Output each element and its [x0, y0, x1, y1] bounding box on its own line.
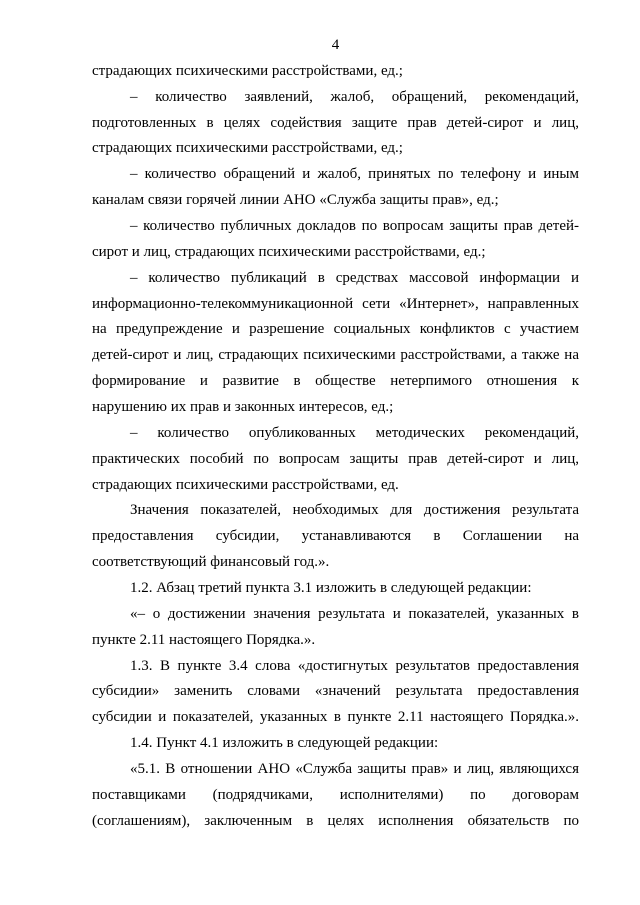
paragraph-indicator-values	[92, 498, 579, 576]
text-line: 1.4. Пункт 4.1 изложить в следующей редакции:	[130, 735, 439, 752]
indicator-list-item	[92, 214, 579, 266]
text-line: детей-сирот и лиц, страдающих психическими расстройствами, а также на	[92, 347, 579, 364]
text-line: каналам связи горячей линии АНО «Служба защиты прав», ед.;	[92, 192, 499, 209]
text-line: – количество опубликованных методических рекомендаций,	[130, 424, 579, 441]
text-line: субсидии» заменить словами «значений результата предоставления	[92, 683, 579, 700]
text-line: (соглашениям), заключенным в целях исполнения обязательств по	[92, 812, 579, 829]
text-line: предоставления субсидии, устанавливаются в Соглашении на	[92, 528, 579, 545]
amendment-1-2	[92, 576, 579, 602]
text-line: сирот и лиц, страдающих психическими расстройствами, ед.;	[92, 243, 486, 260]
amendment-1-3	[92, 654, 579, 732]
text-line: 1.3. В пункте 3.4 слова «достигнутых результатов предоставления	[130, 657, 579, 674]
text-line: формирование и развитие в обществе нетерпимого отношения к	[92, 373, 579, 390]
amendment-1-4	[92, 731, 579, 757]
text-line: поставщиками (подрядчиками, исполнителями) по договорам	[92, 786, 579, 803]
page-number: 4	[331, 37, 340, 53]
indicator-list-item	[92, 162, 579, 214]
indicator-list-item	[92, 85, 579, 163]
amendment-1-2-text	[92, 602, 579, 654]
text-line: 1.2. Абзац третий пункта 3.1 изложить в следующей редакции:	[130, 580, 532, 597]
text-line: – количество заявлений, жалоб, обращений, рекомендаций,	[130, 88, 579, 105]
text-line: подготовленных в целях содействия защите прав детей-сирот и лиц,	[92, 114, 579, 131]
text-line: страдающих психическими расстройствами, ед.;	[92, 140, 403, 157]
text-line: пункте 2.11 настоящего Порядка.».	[92, 631, 316, 648]
text-line: страдающих психическими расстройствами, ед.	[92, 476, 399, 493]
text-line: Значения показателей, необходимых для достижения результата	[130, 502, 579, 519]
text-line: страдающих психическими расстройствами, ед.;	[92, 62, 403, 79]
text-line: на предупреждение и разрешение социальных конфликтов с участием	[92, 321, 579, 338]
indicator-list-item	[92, 266, 579, 421]
paragraph-continuation	[92, 59, 579, 85]
indicator-list-item	[92, 421, 579, 499]
document-page	[92, 33, 579, 835]
text-line: – количество публикаций в средствах массовой информации и	[130, 269, 579, 286]
text-line: «– о достижении значения результата и показателей, указанных в	[130, 605, 579, 622]
text-line: «5.1. В отношении АНО «Служба защиты прав» и лиц, являющихся	[130, 761, 579, 778]
text-line: информационно-телекоммуникационной сети «Интернет», направленных	[92, 295, 579, 312]
amendment-1-4-text	[92, 757, 579, 835]
text-line: – количество публичных докладов по вопросам защиты прав детей-	[130, 218, 579, 235]
text-line: соответствующий финансовый год.».	[92, 554, 330, 571]
text-line: нарушению их прав и законных интересов, ед.;	[92, 399, 394, 416]
text-line: практических пособий по вопросам защиты прав детей-сирот и лиц,	[92, 450, 579, 467]
text-line: – количество обращений и жалоб, принятых по телефону и иным	[130, 166, 579, 183]
text-line: субсидии и показателей, указанных в пункте 2.11 настоящего Порядка.».	[92, 709, 579, 726]
